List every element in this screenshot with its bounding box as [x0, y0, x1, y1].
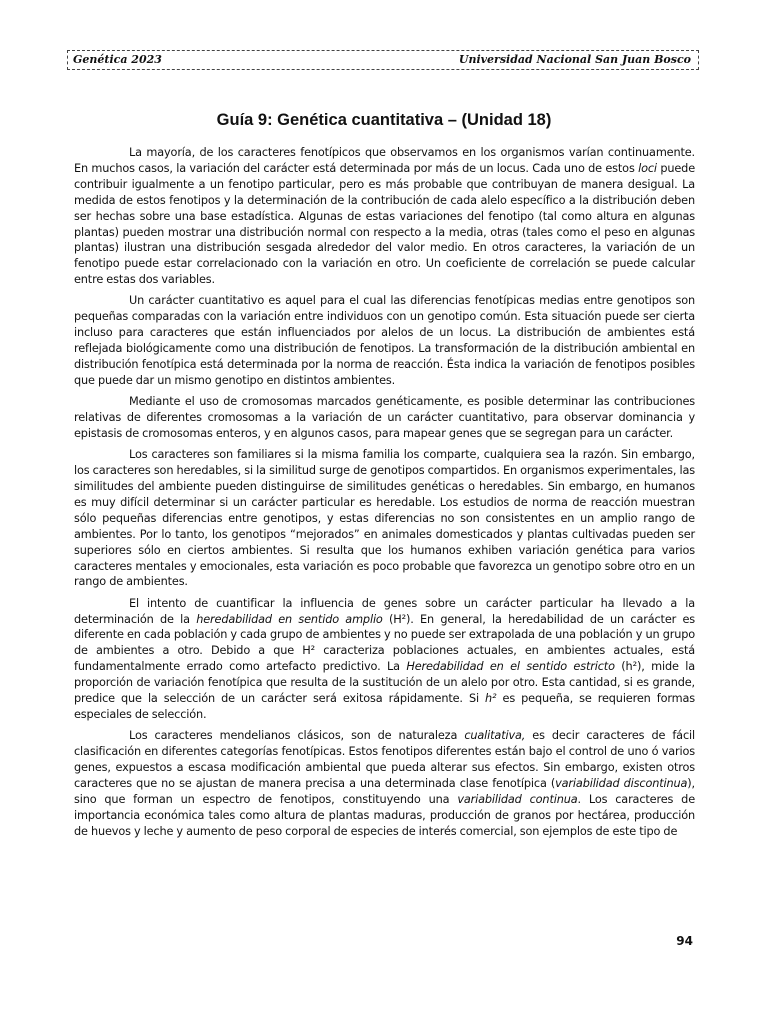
page-number: 94 [676, 934, 693, 948]
italic-text-span: loci [638, 161, 657, 175]
italic-text-span: Heredabilidad en el sentido estricto [406, 660, 615, 674]
text-span: puede contribuir igualmente a un fenotipo particular, pero es más probable que contribuyan de manera desigual. La medida de estos fenotipos y la determinación de la contribución de cada alelo específico a la distribución deben ser hechas sobre una base estadística. Algunas de estas variaciones del fenotipo (tal como altura en algunas plantas) pueden mostrar una distribución normal con respecto a la media, otras (tales como el peso en algunas plantas) ilustran una distribución sesgada alrededor del valor medio. En otros caracteres, la variación de un fenotipo puede estar correlacionado con la variación en otro. Un coeficiente de correlación se puede calcular entre estas dos variables. [74, 161, 695, 287]
paragraph [74, 447, 695, 590]
italic-text-span: variabilidad continua [457, 792, 578, 806]
text-span: . Los caracteres de importancia económica tales como altura de plantas maduras, producción de granos por hectárea, producción de huevos y leche y aumento de peso corporal de especies de interés comercial, son ejemplos de este tipo de [74, 792, 695, 838]
italic-text-span: heredabilidad en sentido amplio [196, 612, 383, 626]
text-span: es decir caracteres de fácil clasificación en diferentes categorías fenotípicas. Estos fenotipos diferentes están bajo el control de uno ó varios genes, expuestos a escasa modificación ambiental que pueda alterar sus efectos. Sin embargo, existen otros caracteres que no se ajustan de manera precisa a una determinada clase fenotípica ( [74, 729, 695, 790]
text-span: Los caracteres son familiares si la misma familia los comparte, cualquiera sea la razón. Sin embargo, los caracteres son heredables, si la similitud surge de genotipos compartidos. En organismos experimentales, las similitudes del ambiente pueden distinguirse de similitudes genéticas o heredables. Sin embargo, en humanos es muy difícil determinar si un carácter particular es heredable. Los estudios de norma de reacción muestran sólo pequeñas diferencias entre genotipos, y estas diferencias no son consistentes en un amplio rango de ambientes. Por lo tanto, los genotipos “mejorados” en animales domesticados y plantas cultivadas pueden ser superiores sólo en ciertos ambientes. Si resulta que los humanos exhiben variación genética para varios caracteres mentales y emocionales, esta variación es poco probable que favorezca un genotipo sobre otro en un rango de ambientes. [74, 448, 695, 589]
running-header [67, 50, 699, 70]
paragraph [74, 145, 695, 288]
paragraph [74, 293, 695, 388]
text-span: La mayoría, de los caracteres fenotípicos que observamos en los organismos varían continuamente. En muchos casos, la variación del carácter está determinada por más de un locus. Cada uno de estos [74, 146, 695, 175]
italic-text-span: cualitativa, [464, 729, 526, 743]
header-university-label: Universidad Nacional San Juan Bosco [458, 53, 691, 66]
italic-text-span: h² [485, 692, 497, 706]
text-span: (H²). En general, la heredabilidad de un carácter es diferente en cada población y cada grupo de ambientes y no puede ser extrapolada de una población y un grupo de ambientes a otro. Debido a que H² caracteriza poblaciones actuales, en ambientes actuales, está fundamentalmente errado como artefacto predictivo. La [74, 612, 695, 674]
paragraph [74, 394, 695, 442]
body-text [74, 145, 695, 845]
paragraph [74, 728, 695, 839]
page-title: Guía 9: Genética cuantitativa – (Unidad 18) [216, 111, 552, 129]
italic-text-span: variabilidad discontinua [555, 776, 688, 790]
header-course-label: Genética 2023 [73, 53, 162, 66]
paragraph [74, 596, 695, 723]
text-span: El intento de cuantificar la influencia de genes sobre un carácter particular ha llevado a la determinación de la [74, 596, 695, 626]
text-span: Los caracteres mendelianos clásicos, son de naturaleza [129, 729, 465, 743]
text-span: es pequeña, se requieren formas especiales de selección. [74, 692, 696, 721]
text-span: ), sino que forman un espectro de fenotipos, constituyendo una [74, 776, 695, 806]
text-span: (h²), mide la proporción de variación fenotípica que resulta de la sustitución de un alelo por otro. Esta cantidad, si es grande, predice que la selección de un carácter será exitosa rápidamente. Si [74, 660, 695, 706]
text-span: Un carácter cuantitativo es aquel para el cual las diferencias fenotípicas medias entre genotipos son pequeñas comparadas con la variación entre individuos con un genotipo común. Esta situación puede ser cierta incluso para caracteres que están influenciados por alelos de un locus. La distribución de ambientes está reflejada biológicamente como una distribución de fenotipos. La transformación de la distribución ambiental en distribución fenotípica está determinada por la norma de reacción. Ésta indica la variación de fenotipos posibles que puede dar un mismo genotipo en distintos ambientes. [74, 294, 695, 387]
text-span: Mediante el uso de cromosomas marcados genéticamente, es posible determinar las contribuciones relativas de diferentes cromosomas a la variación de un carácter cuantitativo, para observar dominancia y epistasis de cromosomas enteros, y en algunos casos, para mapear genes que se segregan para un carácter. [74, 395, 695, 440]
